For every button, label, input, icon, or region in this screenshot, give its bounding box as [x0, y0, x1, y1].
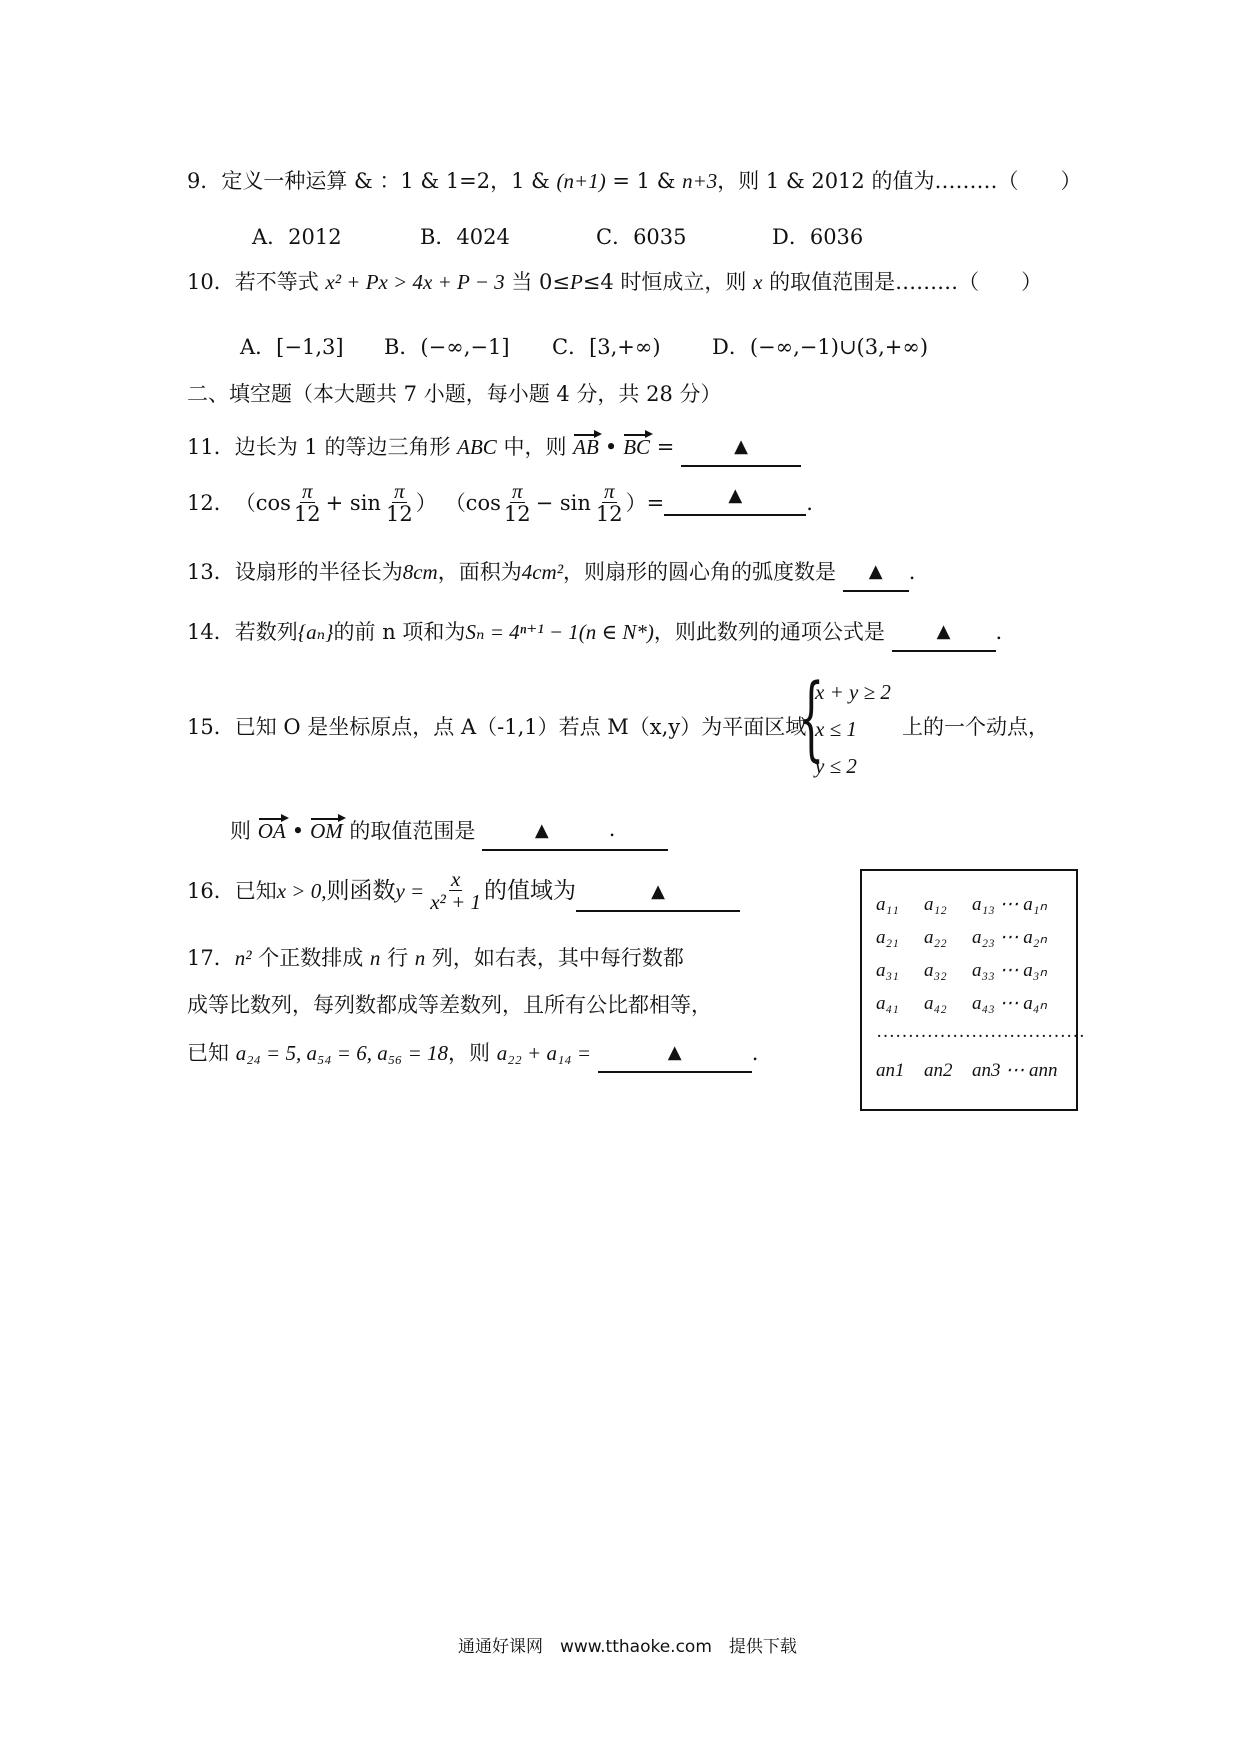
q10-text-d: 的取值范围是………（ ）	[762, 270, 1043, 294]
question-12	[187, 480, 813, 526]
question-9	[187, 171, 1081, 192]
q11-dot: •	[604, 435, 618, 459]
q14-text-b: 的前 n 项和为	[333, 620, 466, 644]
q17-text: 个正数排成	[251, 946, 370, 970]
q9-number: 9．	[187, 169, 222, 193]
q11-vector-bc: BC	[623, 435, 651, 459]
q9-text: 定义一种运算 & ：1 & 1=2，1 &	[221, 169, 557, 193]
q16-text-c: 的值域为	[484, 877, 577, 904]
blank-mark-icon: ▲	[534, 820, 549, 841]
blank-mark-icon: ▲	[667, 1042, 682, 1063]
q13-text-b: ，面积为	[437, 560, 522, 584]
section-heading: 二、填空题（本大题共 7 小题，每小题 4 分，共 28 分）	[187, 382, 722, 406]
q9-expr: (n+1)	[556, 169, 606, 193]
q11-answer-blank	[681, 436, 801, 467]
q14-number: 14．	[187, 620, 235, 644]
q16-text-b: 则函数	[326, 877, 396, 904]
q12-eq: ）=	[625, 490, 665, 515]
q15-brace: {	[798, 664, 825, 771]
q13-text: 设扇形的半径长为	[234, 560, 403, 584]
q12-pi: π	[604, 479, 615, 503]
q9-option-d: D．6036	[772, 225, 864, 249]
q10-p: P	[569, 270, 583, 294]
question-15-line-2	[230, 817, 668, 847]
q12-pi: π	[302, 479, 313, 503]
q14-answer-blank	[892, 621, 996, 652]
q17-line3-b: ，则	[448, 1041, 497, 1065]
q10-expr: x² + Px > 4x + P − 3	[325, 270, 505, 294]
q16-answer-blank	[576, 881, 740, 912]
q10-option-d: D．(−∞,−1)∪(3,+∞)	[712, 335, 929, 359]
q14-text-c: ，则此数列的通项公式是	[653, 620, 885, 644]
table-cell: a₁₃ ⋯ a₁ₙ	[972, 894, 1047, 915]
q10-option-c: C．[3,+∞)	[552, 335, 661, 359]
q13-number: 13．	[187, 560, 235, 584]
q15-answer-blank	[482, 817, 668, 851]
q15-line2-a: 则	[230, 819, 258, 843]
question-14	[187, 622, 1002, 648]
q12-fraction-3	[502, 480, 533, 526]
q17-given: a₂₄ = 5, a₅₄ = 6, a₅₆ = 18	[235, 1041, 449, 1065]
question-11	[187, 437, 801, 463]
question-16	[187, 868, 740, 914]
q15-vector-om: OM	[310, 819, 343, 843]
q12-answer-blank	[664, 485, 806, 516]
q10-option-a: A．[−1,3]	[240, 335, 344, 359]
q13-area: 4cm²	[521, 560, 564, 584]
q16-text: 已知	[234, 878, 277, 903]
q12-twelve: 12	[385, 502, 413, 527]
q11-abc: ABC	[457, 435, 497, 459]
blank-mark-icon: ▲	[728, 485, 743, 507]
q10-text-c: ≤4 时恒成立，则	[582, 270, 754, 294]
table-cell: a₃₁	[876, 960, 899, 981]
table-dots: ……………………………	[876, 1021, 1085, 1042]
q9-text-b: = 1 &	[605, 169, 683, 193]
table-row	[876, 992, 1047, 1015]
table-cell: a₄₁	[876, 993, 899, 1014]
page-footer: 通通好课网 www.tthaoke.com 提供下载	[458, 1637, 797, 1657]
q11-number: 11．	[187, 435, 235, 459]
q17-text-c: 行	[380, 946, 415, 970]
table-cell: a₄₂	[924, 993, 947, 1014]
q12-sin-2: − sin	[535, 490, 591, 515]
blank-mark-icon: ▲	[936, 621, 951, 642]
q9-option-a: A．2012	[252, 225, 342, 249]
q14-period: .	[995, 620, 1003, 644]
q12-twelve: 12	[503, 502, 531, 527]
q15-text-b: 上的一个动点，	[902, 715, 1049, 739]
q10-x: x	[753, 270, 763, 294]
table-row	[876, 926, 1047, 949]
q17-ask: a₂₂ + a₁₄ =	[496, 1041, 591, 1065]
q12-number: 12．	[187, 490, 235, 515]
q9-text-c: ，则 1 & 2012 的值为………（ ）	[717, 169, 1082, 193]
q10-option-b: B．(−∞,−1]	[384, 335, 510, 359]
table-cell: a₂₃ ⋯ a₂ₙ	[972, 927, 1047, 948]
question-17-line-3	[187, 1043, 758, 1069]
blank-mark-icon: ▲	[868, 561, 883, 582]
q11-eq: =	[650, 435, 675, 459]
q17-number-table	[860, 869, 1085, 1111]
q12-cos-2: （cos	[444, 490, 501, 515]
q14-formula: Sₙ = 4ⁿ⁺¹ − 1(n ∈ N*)	[465, 620, 654, 644]
table-cell: a₃₂	[924, 960, 947, 981]
table-cell: a₁₂	[924, 894, 947, 915]
q9-option-c: C．6035	[596, 225, 687, 249]
q12-period: .	[806, 490, 813, 515]
table-cell: a₂₁	[876, 927, 899, 948]
q17-line3-a: 已知	[187, 1041, 236, 1065]
q17-period: .	[751, 1041, 759, 1065]
q12-fraction-4	[594, 480, 625, 526]
q10-number: 10．	[187, 270, 235, 294]
question-17-line-1	[187, 948, 684, 969]
q14-text: 若数列	[234, 620, 298, 644]
q17-n-squared: n²	[234, 946, 252, 970]
q16-y: y =	[395, 878, 425, 903]
q11-text: 边长为 1 的等边三角形	[234, 435, 458, 459]
q17-text-d: 列，如右表，其中每行数都	[425, 946, 684, 970]
table-cell: a₃₃ ⋯ a₃ₙ	[972, 960, 1047, 981]
q12-fraction	[292, 480, 323, 526]
q9-option-b: B．4024	[420, 225, 510, 249]
q16-denominator: x² + 1	[430, 890, 482, 915]
blank-mark-icon: ▲	[651, 881, 665, 903]
q12-fraction-2	[384, 480, 415, 526]
q13-answer-blank	[843, 561, 909, 592]
q10-text-b: 当 0≤	[504, 270, 570, 294]
q12-twelve: 12	[595, 502, 623, 527]
q12-pi: π	[511, 479, 523, 503]
q17-answer-blank	[598, 1042, 752, 1073]
table-row	[876, 959, 1047, 982]
question-17-line-2: 成等比数列，每列数都成等差数列，且所有公比都相等，	[187, 993, 712, 1017]
q15-text: 已知 O 是坐标原点，点 A（-1,1）若点 M（x,y）为平面区域	[234, 715, 807, 739]
table-cell: a₁₁	[876, 894, 899, 915]
table-row	[876, 1059, 1058, 1082]
q15-vector-oa: OA	[257, 819, 286, 843]
q13-text-c: ，则扇形的圆心角的弧度数是	[563, 560, 837, 584]
blank-mark-icon: ▲	[734, 436, 748, 457]
q14-sequence: {aₙ}	[297, 620, 334, 644]
q12-cos: （cos	[234, 490, 291, 515]
q13-period: .	[908, 560, 916, 584]
table-cell: a₂₂	[924, 927, 947, 948]
q10-text: 若不等式	[234, 270, 326, 294]
q12-sin: + sin	[325, 490, 381, 515]
q11-text-b: 中，则	[496, 435, 574, 459]
q11-vector-ab: AB	[573, 435, 599, 459]
table-cell: an2	[924, 1060, 953, 1081]
q17-n-2: n	[414, 946, 426, 970]
q16-condition: x > 0,	[276, 878, 327, 903]
q15-period: .	[608, 817, 616, 841]
q15-constraint-3: y ≤ 2	[815, 754, 857, 778]
table-cell: a₄₃ ⋯ a₄ₙ	[972, 993, 1047, 1014]
table-row	[876, 893, 1047, 916]
q15-constraint-1: x + y ≥ 2	[815, 680, 891, 704]
q13-radius: 8cm	[402, 560, 438, 584]
q9-expr2: n+3	[682, 169, 718, 193]
q16-number: 16．	[187, 878, 235, 903]
q15-line2-b: 的取值范围是	[342, 819, 476, 843]
q12-rparen: ）	[415, 490, 437, 515]
q17-number: 17．	[187, 946, 235, 970]
q12-twelve: 12	[293, 502, 321, 527]
table-cell: an1	[876, 1060, 905, 1081]
q17-n: n	[369, 946, 381, 970]
q16-fraction	[428, 868, 483, 914]
question-10	[187, 272, 1042, 293]
question-15	[187, 717, 806, 738]
question-13	[187, 562, 915, 588]
table-cell: an3 ⋯ ann	[972, 1060, 1058, 1081]
q15-number: 15．	[187, 715, 235, 739]
q15-dot: •	[291, 819, 305, 843]
q15-constraint-2: x ≤ 1	[815, 717, 857, 741]
q16-numerator: x	[450, 867, 461, 891]
q12-pi: π	[394, 479, 405, 503]
